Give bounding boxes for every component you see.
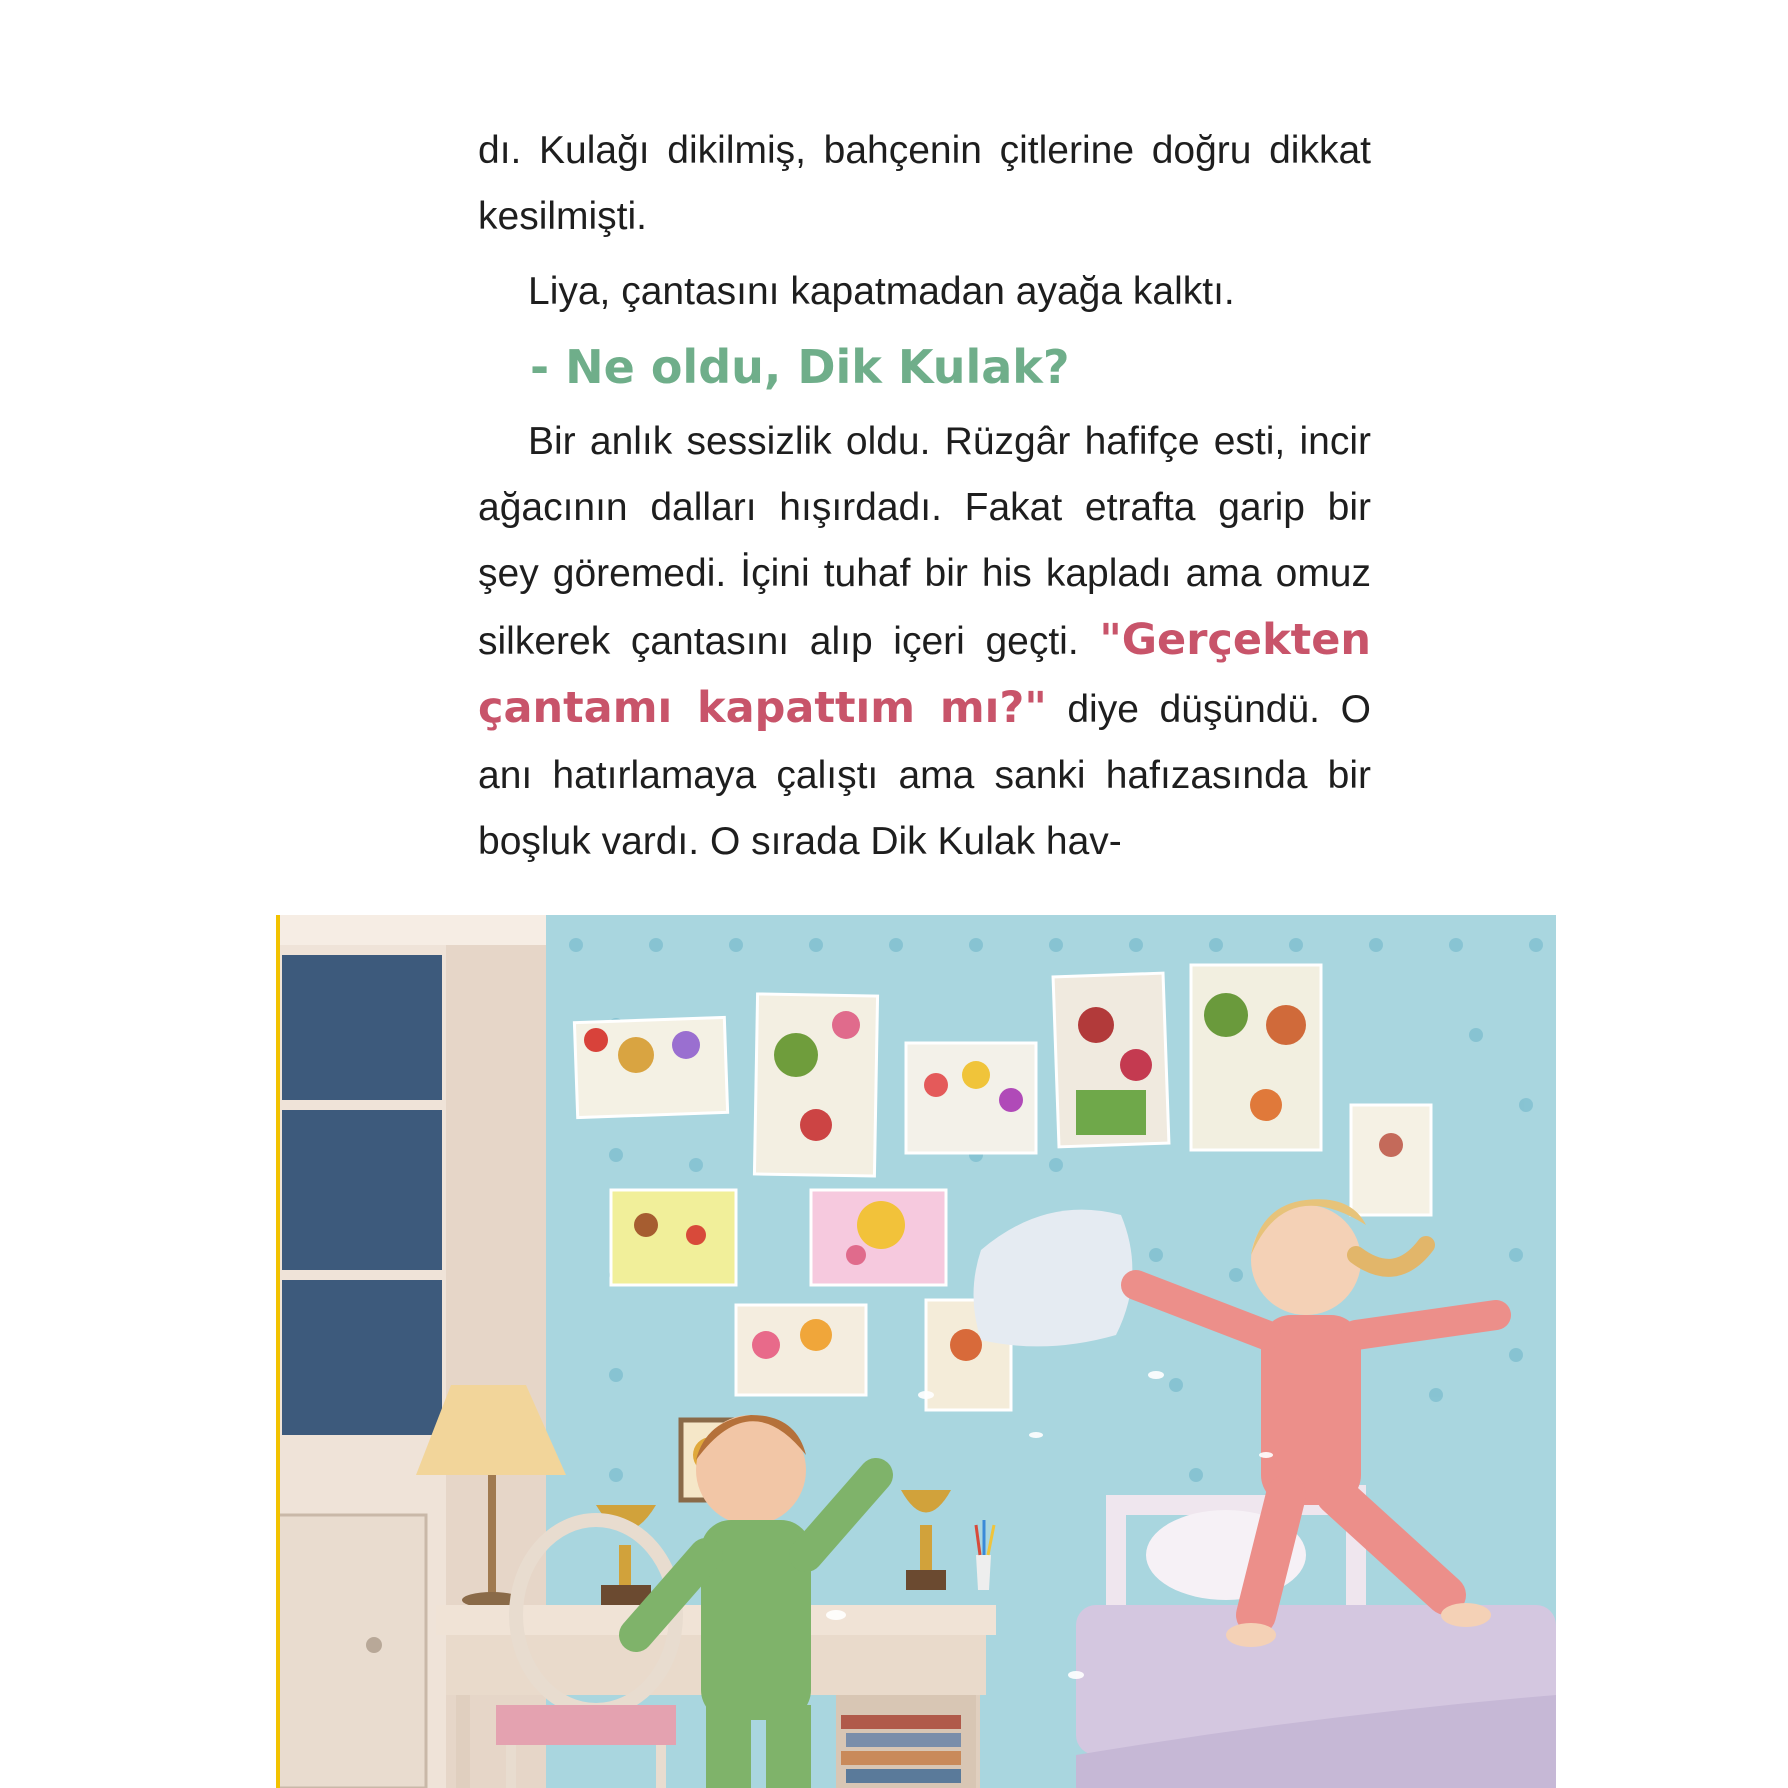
bedroom-illustration bbox=[276, 915, 1556, 1788]
wardrobe-window bbox=[282, 955, 442, 1435]
paragraph-liya-stands: Liya, çantasını kapatmadan ayağa kalktı. bbox=[528, 270, 1235, 313]
paragraph-continuation: dı. Kulağı dikilmiş, bahçenin çitlerine doğru dikkat kesilmişti. bbox=[478, 129, 1371, 238]
story-text bbox=[478, 118, 1371, 875]
pencil-cup bbox=[976, 1555, 991, 1590]
paragraph-silence-start: Bir anlık sessizlik oldu. Rüzgâr hafifçe esti, incir ağacının dalları hışırdadı. Fakat etrafta garip bir şey göremedi. İçini tuhaf bir his kapladı ama omuz silkerek çantasını alıp içeri geçti. bbox=[478, 420, 1371, 663]
paragraph-silence-end: diye düşündü. O anı hatırlamaya çalıştı ama sanki hafızasında bir boşluk vardı. O sırada Dik Kulak hav- bbox=[478, 688, 1371, 863]
paragraph-silence bbox=[478, 409, 1371, 875]
border-accent bbox=[276, 915, 280, 1788]
dialogue-line: - Ne oldu, Dik Kulak? bbox=[530, 340, 1070, 394]
cabinet-knob bbox=[366, 1637, 382, 1653]
inner-thought: "Gerçekten çantamı kapattım mı?" bbox=[478, 615, 1371, 733]
